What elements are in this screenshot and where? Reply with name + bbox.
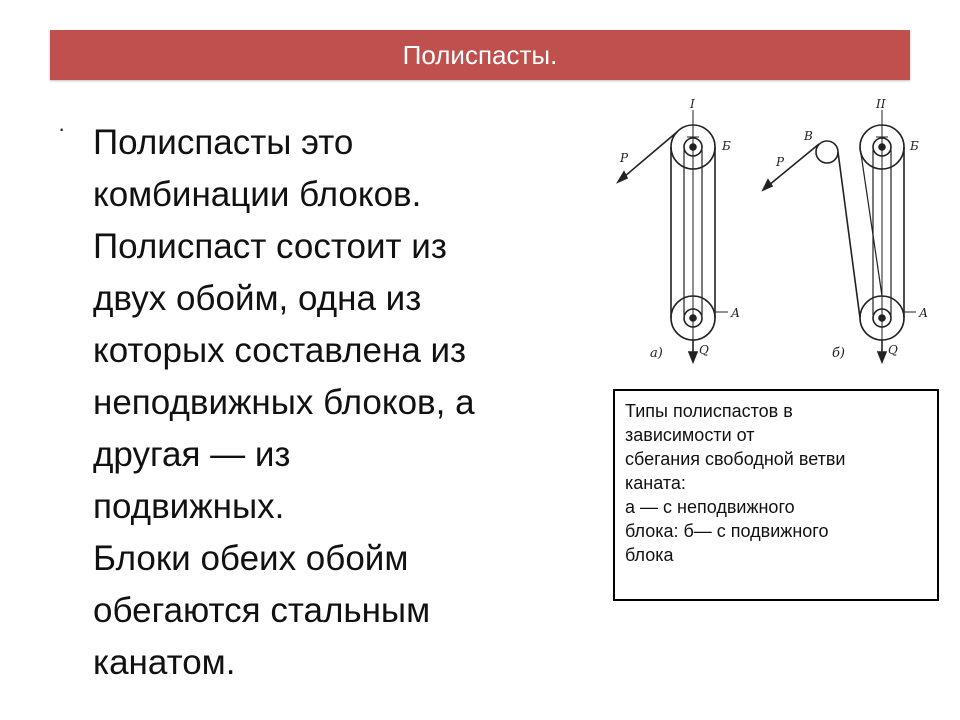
pulley-system-b: [763, 97, 928, 362]
body-line: двух обойм, одна из: [93, 279, 422, 318]
pulley-block-diagram: [600, 90, 950, 380]
guide-block-icon: [816, 141, 838, 163]
figure-caption: [613, 389, 939, 601]
label-top-block-b: Б: [910, 139, 919, 153]
label-caption-a: а): [650, 346, 663, 361]
body-line: Блоки обеих обойм: [93, 539, 409, 578]
caption-line: Типы полиспастов в: [625, 401, 793, 421]
body-text: [93, 117, 583, 689]
label-bottom-block-b: А: [919, 306, 929, 320]
caption-line: а — с неподвижного: [625, 497, 795, 517]
label-roman-a: I: [690, 97, 695, 111]
body-line: неподвижных блоков, а: [93, 383, 475, 422]
caption-line: блока: б— с подвижного: [625, 521, 829, 541]
label-bottom-block-a: А: [731, 306, 741, 320]
label-top-block-a: Б: [722, 139, 731, 153]
label-guide-block-b: В: [804, 129, 813, 143]
body-line: обегаются стальным: [93, 591, 431, 630]
label-roman-b: II: [876, 97, 886, 111]
body-line: Полиспасты это: [93, 123, 354, 162]
label-force-b: P: [776, 155, 785, 169]
body-line: канатом.: [93, 643, 236, 682]
body-line: другая — из: [93, 435, 291, 474]
label-caption-b: б): [832, 346, 846, 361]
bullet-marker: ·: [58, 116, 66, 141]
label-load-a: Q: [699, 343, 709, 357]
slide-title: Полиспасты.: [50, 30, 910, 80]
caption-line: зависимости от: [625, 425, 755, 445]
caption-line: сбегания свободной ветви: [625, 449, 846, 469]
caption-line: каната:: [625, 473, 686, 493]
body-line: подвижных.: [93, 487, 285, 526]
body-line: комбинации блоков.: [93, 175, 422, 214]
pulley-system-a: [618, 97, 740, 362]
body-line: Полиспаст состоит из: [93, 227, 447, 266]
label-load-b: Q: [888, 343, 898, 357]
body-line: которых составлена из: [93, 331, 467, 370]
caption-line: блока: [625, 545, 674, 565]
label-force-a: P: [620, 151, 629, 165]
